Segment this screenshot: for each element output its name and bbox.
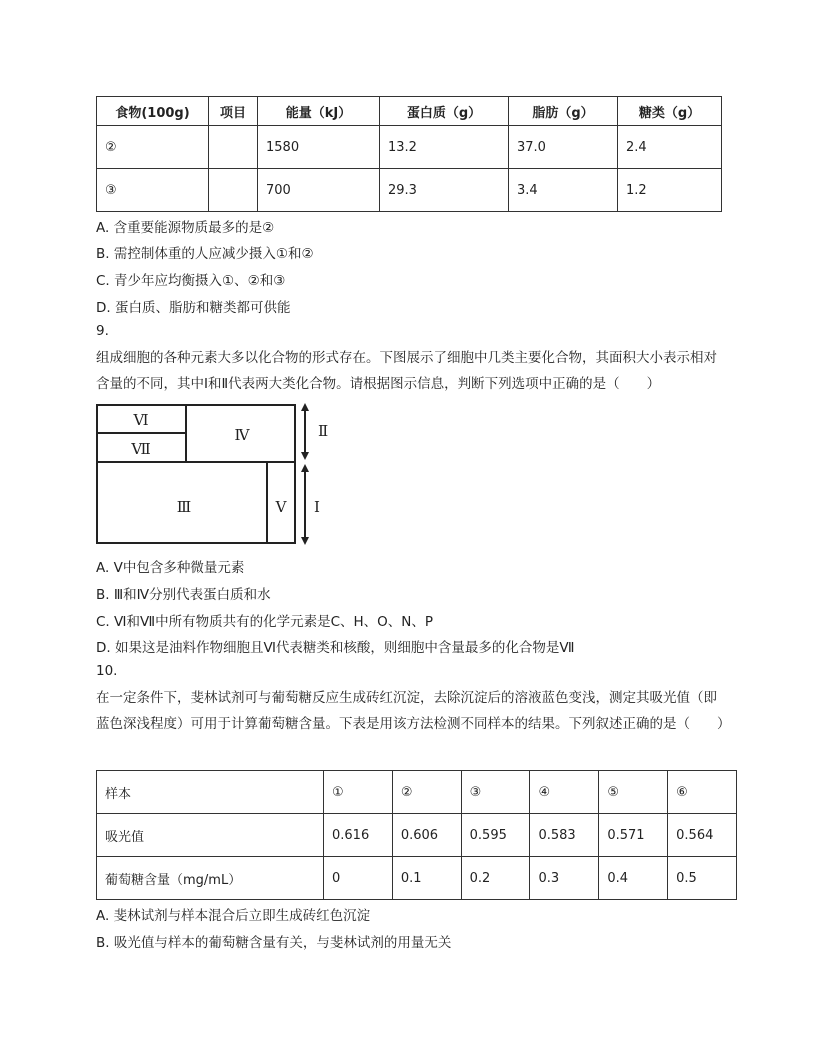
- table-cell: 0.583: [530, 814, 599, 857]
- table-cell: [209, 126, 258, 169]
- table-row: [97, 126, 722, 169]
- table-cell: 13.2: [380, 126, 509, 169]
- q9-option-b: B. Ⅲ和Ⅳ分别代表蛋白质和水: [96, 587, 271, 603]
- table-cell: 37.0: [509, 126, 618, 169]
- table-cell: 0.1: [392, 857, 461, 900]
- table-row: [97, 857, 737, 900]
- label-iii: Ⅲ: [176, 498, 192, 516]
- table-cell: 0.571: [599, 814, 668, 857]
- arrow-up-icon: [301, 403, 309, 411]
- table-row: [97, 771, 737, 814]
- q8-option-a: A. 含重要能源物质最多的是②: [96, 220, 275, 236]
- table-cell: 葡萄糖含量（mg/mL）: [97, 857, 324, 900]
- table-cell: ①: [324, 771, 393, 814]
- q10-number: 10.: [96, 663, 118, 679]
- table-cell: ⑥: [668, 771, 737, 814]
- table-cell: ②: [392, 771, 461, 814]
- arrow-down-icon: [301, 452, 309, 460]
- compound-area-diagram: [96, 400, 336, 548]
- label-i: Ⅰ: [314, 498, 320, 516]
- table-cell: 1.2: [618, 169, 722, 212]
- table-cell: ③: [97, 169, 209, 212]
- q9-number: 9.: [96, 323, 109, 339]
- arrow-down-icon: [301, 537, 309, 545]
- food-nutrition-table: [96, 96, 722, 212]
- table-cell: 样本: [97, 771, 324, 814]
- table-cell: ④: [530, 771, 599, 814]
- q10-option-b: B. 吸光值与样本的葡萄糖含量有关，与斐林试剂的用量无关: [96, 935, 452, 951]
- table-cell: 0.564: [668, 814, 737, 857]
- q9-option-d: D. 如果这是油料作物细胞且Ⅵ代表糖类和核酸，则细胞中含量最多的化合物是Ⅶ: [96, 640, 575, 656]
- table-cell: ③: [461, 771, 530, 814]
- table-cell: 0.606: [392, 814, 461, 857]
- table-cell: 2.4: [618, 126, 722, 169]
- table-cell: 1580: [258, 126, 380, 169]
- table-cell: 0.2: [461, 857, 530, 900]
- column-header: 食物(100g): [97, 97, 209, 126]
- column-header: 项目: [209, 97, 258, 126]
- q10-stem: 在一定条件下，斐林试剂可与葡萄糖反应生成砖红沉淀，去除沉淀后的溶液蓝色变浅，测定其吸光值（即蓝色深浅程度）可用于计算葡萄糖含量。下表是用该方法检测不同样本的结果。下列叙述正确的是（ ）: [96, 690, 731, 732]
- table-cell: 3.4: [509, 169, 618, 212]
- arrow-up-icon: [301, 464, 309, 472]
- table-row: [97, 169, 722, 212]
- label-ii: Ⅱ: [318, 422, 329, 440]
- diagram-outer-box: [97, 405, 295, 543]
- column-header: 能量（kJ）: [258, 97, 380, 126]
- table-cell: 0: [324, 857, 393, 900]
- table-cell: 0.3: [530, 857, 599, 900]
- q10-option-a: A. 斐林试剂与样本混合后立即生成砖红色沉淀: [96, 908, 371, 924]
- label-vi: Ⅵ: [133, 411, 149, 429]
- table-cell: ⑤: [599, 771, 668, 814]
- label-iv: Ⅳ: [234, 426, 250, 444]
- q9-stem: 组成细胞的各种元素大多以化合物的形式存在。下图展示了细胞中几类主要化合物，其面积大小表示相对含量的不同，其中Ⅰ和Ⅱ代表两大类化合物。请根据图示信息，判断下列选项中正确的是（ ）: [96, 350, 717, 392]
- table-cell: 0.4: [599, 857, 668, 900]
- table-cell: 29.3: [380, 169, 509, 212]
- table-cell: 0.595: [461, 814, 530, 857]
- table-cell: 0.5: [668, 857, 737, 900]
- column-header: 糖类（g）: [618, 97, 722, 126]
- label-vii: Ⅶ: [131, 440, 151, 458]
- table-cell: ②: [97, 126, 209, 169]
- q9-option-a: A. Ⅴ中包含多种微量元素: [96, 560, 245, 576]
- table-cell: 吸光值: [97, 814, 324, 857]
- table-cell: 0.616: [324, 814, 393, 857]
- q8-option-d: D. 蛋白质、脂肪和糖类都可供能: [96, 300, 291, 316]
- q8-option-b: B. 需控制体重的人应减少摄入①和②: [96, 246, 314, 262]
- table-row: [97, 814, 737, 857]
- q9-option-c: C. Ⅵ和Ⅶ中所有物质共有的化学元素是C、H、O、N、P: [96, 614, 434, 630]
- q8-option-c: C. 青少年应均衡摄入①、②和③: [96, 273, 286, 289]
- table-header-row: [97, 97, 722, 126]
- column-header: 脂肪（g）: [509, 97, 618, 126]
- table-cell: 700: [258, 169, 380, 212]
- column-header: 蛋白质（g）: [380, 97, 509, 126]
- label-v: Ⅴ: [275, 498, 287, 516]
- table-cell: [209, 169, 258, 212]
- glucose-sample-table: [96, 770, 737, 900]
